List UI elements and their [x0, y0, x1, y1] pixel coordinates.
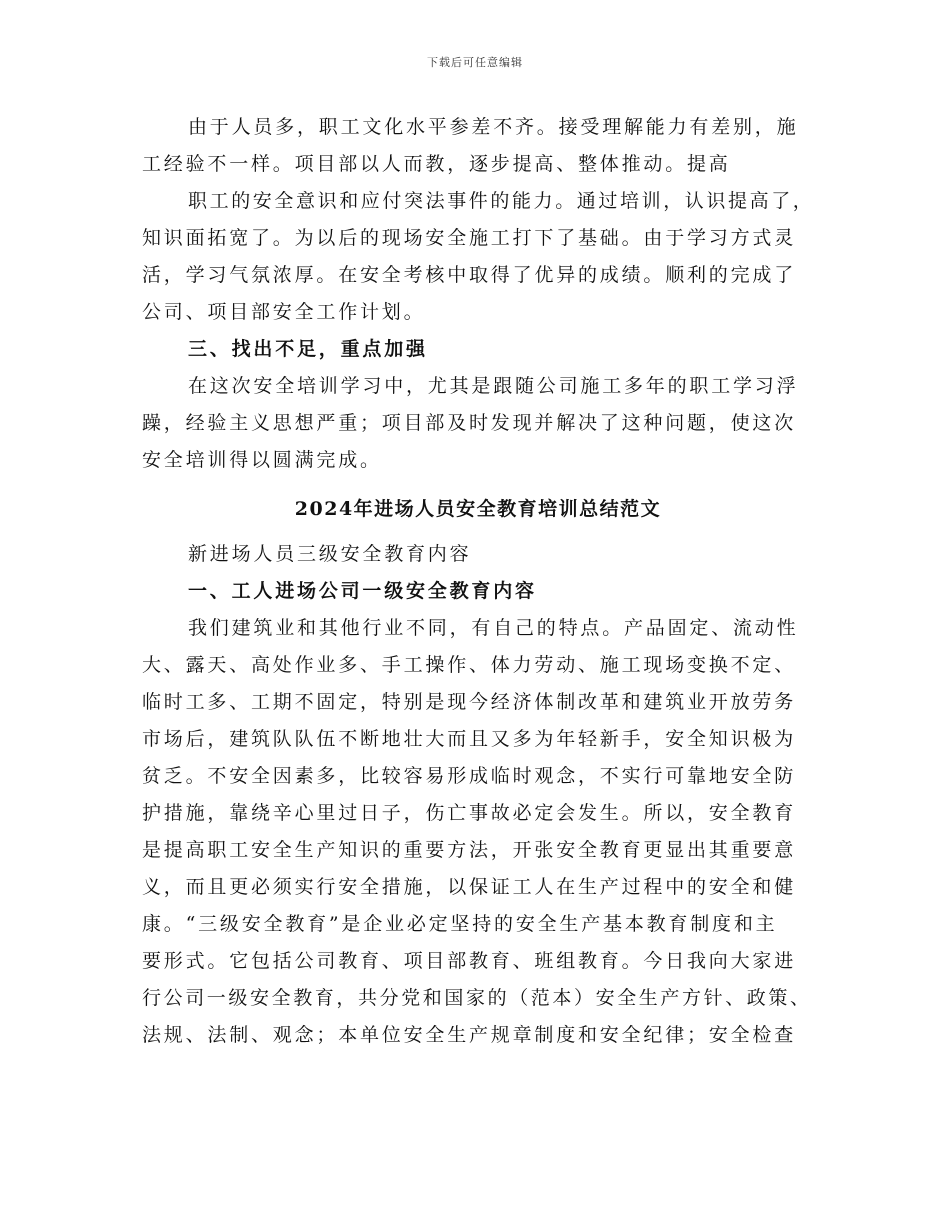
paragraph-line: 知识面拓宽了。为以后的现场安全施工打下了基础。由于学习方式灵: [142, 227, 797, 249]
paragraph-line: 临时工多、工期不固定，特别是现今经济体制改革和建筑业开放劳务: [142, 691, 797, 713]
paragraph-line: 行公司一级安全教育，共分党和国家的（范本）安全生产方针、政策、: [142, 987, 812, 1009]
paragraph-line: 是提高职工安全生产知识的重要方法，开张安全教育更显出其重要意: [142, 839, 797, 861]
paragraph-line: 安全培训得以圆满完成。: [142, 449, 382, 471]
paragraph-line: 躁，经验主义思想严重；项目部及时发现并解决了这种问题，使这次: [142, 412, 797, 434]
paragraph-line: 大、露天、高处作业多、手工操作、体力劳动、施工现场变换不定、: [142, 654, 797, 676]
paragraph-line: 活，学习气氛浓厚。在安全考核中取得了优异的成绩。顺利的完成了: [142, 264, 797, 286]
section-heading: 三、找出不足，重点加强: [188, 338, 428, 360]
article-subtitle: 新进场人员三级安全教育内容: [188, 543, 472, 565]
section-heading: 一、工人进场公司一级安全教育内容: [188, 580, 537, 602]
paragraph-line: 贫乏。不安全因素多，比较容易形成临时观念，不实行可靠地安全防: [142, 765, 797, 787]
paragraph-line: 法规、法制、观念；本单位安全生产规章制度和安全纪律；安全检查: [142, 1024, 797, 1046]
document-body: [142, 109, 814, 1054]
paragraph-line: 要形式。它包括公司教育、项目部教育、班组教育。今日我向大家进: [142, 950, 797, 972]
page-header: 下载后可任意编辑: [427, 56, 523, 69]
paragraph-line: 护措施，靠绕辛心里过日子，伤亡事故必定会发生。所以，安全教育: [142, 802, 797, 824]
paragraph-line: 康。“三级安全教育”是企业必定坚持的安全生产基本教育制度和主: [142, 913, 778, 935]
paragraph-line: 工经验不一样。项目部以人而教，逐步提高、整体推动。提高: [142, 153, 731, 175]
paragraph-line: 市场后，建筑队队伍不断地壮大而且又多为年轻新手，安全知识极为: [142, 728, 797, 750]
paragraph-line: 在这次安全培训学习中，尤其是跟随公司施工多年的职工学习浮: [188, 375, 799, 397]
paragraph-line: 义，而且更必须实行安全措施，以保证工人在生产过程中的安全和健: [142, 876, 797, 898]
paragraph-line: 我们建筑业和其他行业不同，有自己的特点。产品固定、流动性: [188, 617, 799, 639]
article-title: 2024年进场人员安全教育培训总结范文: [294, 498, 662, 520]
paragraph-line: 由于人员多，职工文化水平参差不齐。接受理解能力有差别，施: [188, 116, 799, 138]
paragraph-line: 职工的安全意识和应付突法事件的能力。通过培训，认识提高了，: [188, 190, 815, 212]
paragraph-line: 公司、项目部安全工作计划。: [142, 301, 426, 323]
